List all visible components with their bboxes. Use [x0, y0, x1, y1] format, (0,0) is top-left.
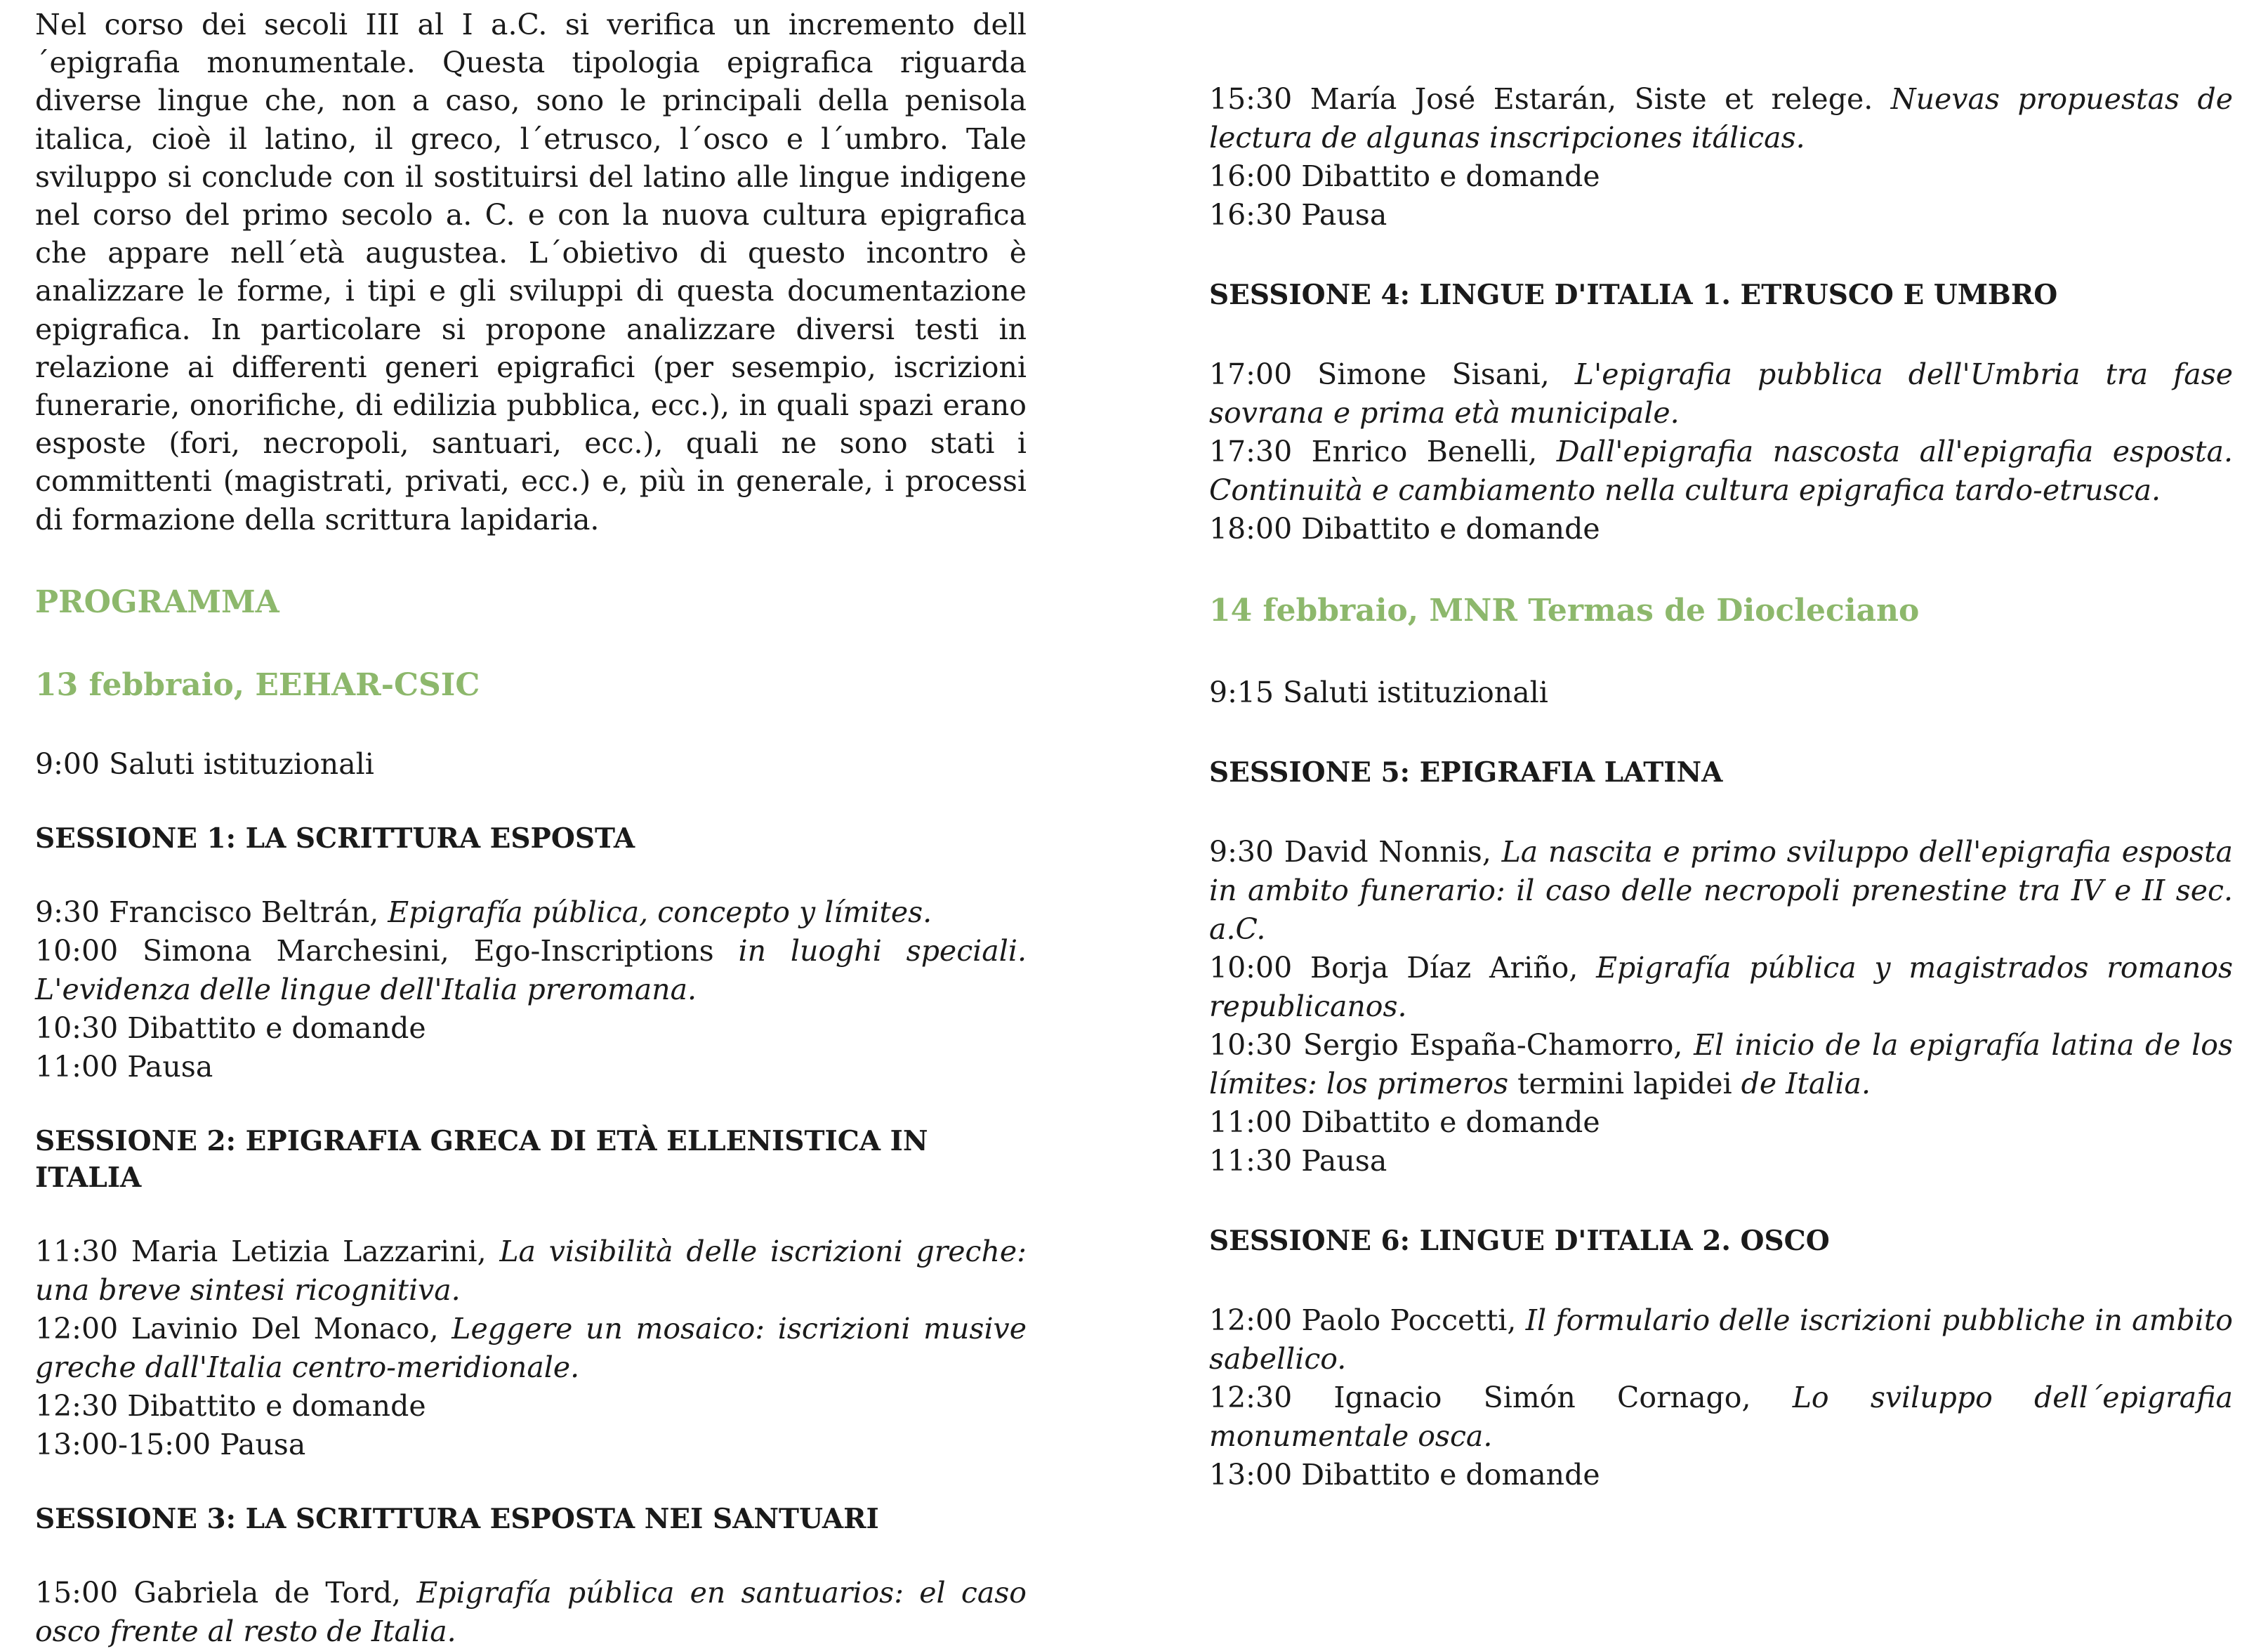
right-column: [1209, 0, 2233, 1494]
talk-diaz-arino: 10:00 Borja Díaz Ariño, Epigrafía pública y magistrados romanos republicanos.: [1209, 951, 2233, 1023]
saluti-2: 9:15 Saluti istituzionali: [1209, 676, 1548, 709]
session-5-break: 11:30 Pausa: [1209, 1144, 1387, 1178]
talk-lazzarini: 11:30 Maria Letizia Lazzarini, La visibilità delle iscrizioni greche: una breve sintesi ricognitiva.: [35, 1234, 1027, 1307]
day2-heading: 14 febbraio, MNR Termas de Diocleciano: [1209, 593, 1920, 629]
talk-nonnis: 9:30 David Nonnis, La nascita e primo sviluppo dell'epigrafia esposta in ambito funerario: il caso delle necropoli prenestine tra IV e II sec. a.C.: [1209, 835, 2233, 946]
left-column: [35, 0, 1027, 1651]
talk-del-monaco: 12:00 Lavinio Del Monaco, Leggere un mosaico: iscrizioni musive greche dall'Italia centro-meridionale.: [35, 1311, 1027, 1384]
session-4-title: SESSIONE 4: LINGUE D'ITALIA 1. ETRUSCO E UMBRO: [1209, 279, 2058, 311]
talk-sisani: 17:00 Simone Sisani, L'epigrafia pubblica dell'Umbria tra fase sovrana e prima età municipale.: [1209, 357, 2234, 430]
talk-benelli: 17:30 Enrico Benelli, Dall'epigrafia nascosta all'epigrafia esposta. Continuità e cambiamento nella cultura epigrafica tardo-etrusca.: [1209, 435, 2233, 507]
talk-beltran: 9:30 Francisco Beltrán, Epigrafía pública, concepto y límites.: [35, 895, 932, 929]
session-4-discussion: 18:00 Dibattito e domande: [1209, 512, 1600, 546]
session-6-discussion: 13:00 Dibattito e domande: [1209, 1458, 1600, 1492]
session-3-title: SESSIONE 3: LA SCRITTURA ESPOSTA NEI SANTUARI: [35, 1502, 879, 1535]
talk-poccetti: 12:00 Paolo Poccetti, Il formulario delle iscrizioni pubbliche in ambito sabellico.: [1209, 1303, 2233, 1376]
session-6-title: SESSIONE 6: LINGUE D'ITALIA 2. OSCO: [1209, 1225, 1830, 1257]
programma-heading: PROGRAMMA: [35, 584, 279, 620]
talk-marchesini: 10:00 Simona Marchesini, Ego-Inscriptions in luoghi speciali. L'evidenza delle lingue dell'Italia preromana.: [35, 933, 1027, 1006]
talk-de-tord: 15:00 Gabriela de Tord, Epigrafía pública en santuarios: el caso osco frente al resto de Italia.: [35, 1575, 1027, 1648]
session-5-discussion: 11:00 Dibattito e domande: [1209, 1105, 1600, 1139]
session-3-break: 16:30 Pausa: [1209, 198, 1387, 232]
session-2-discussion: 12:30 Dibattito e domande: [35, 1388, 426, 1423]
session-1-discussion: 10:30 Dibattito e domande: [35, 1011, 426, 1045]
session-1-title: SESSIONE 1: LA SCRITTURA ESPOSTA: [35, 822, 635, 855]
talk-espana-chamorro: 10:30 Sergio España-Chamorro, El inicio de la epigrafía latina de los límites: los primeros termini lapidei de Italia.: [1209, 1028, 2233, 1100]
talk-simon-cornago: 12:30 Ignacio Simón Cornago, Lo sviluppo dell´epigrafia monumentale osca.: [1209, 1381, 2233, 1453]
saluti-1: 9:00 Saluti istituzionali: [35, 746, 374, 781]
session-2-break: 13:00-15:00 Pausa: [35, 1427, 306, 1461]
session-5-title: SESSIONE 5: EPIGRAFIA LATINA: [1209, 756, 1723, 789]
day1-heading: 13 febbraio, EEHAR-CSIC: [35, 666, 480, 703]
intro-paragraph: Nel corso dei secoli III al I a.C. si verifica un incremento dell´epigrafia monumentale. Questa tipologia epigrafica riguarda diverse lingue che, non a caso, sono le principali della penisola italica, cioè il latino, il greco, l´etrusco, l´osco e l´umbro. Tale sviluppo si conclude con il sostituirsi del latino alle lingue indigene nel corso del primo secolo a. C. e con la nuova cultura epigrafica che appare nell´età augustea. L´obietivo di questo incontro è analizzare le forme, i tipi e gli sviluppi di questa documentazione epigrafica. In particolare si propone analizzare diversi testi in relazione ai differenti generi epigrafici (per sesempio, iscrizioni funerarie, onorifiche, di edilizia pubblica, ecc.), in quali spazi erano esposte (fori, necropoli, santuari, ecc.), quali ne sono stati i committenti (magistrati, privati, ecc.) e, più in generale, i processi di formazione della scrittura lapidaria.: [35, 8, 1027, 537]
session-3-discussion: 16:00 Dibattito e domande: [1209, 159, 1600, 193]
session-2-title: SESSIONE 2: EPIGRAFIA GRECA DI ETÀ ELLENISTICA IN ITALIA: [35, 1124, 928, 1194]
session-1-break: 11:00 Pausa: [35, 1049, 213, 1084]
talk-estaran: 15:30 María José Estarán, Siste et relege. Nuevas propuestas de lectura de algunas inscripciones itálicas.: [1209, 82, 2233, 154]
